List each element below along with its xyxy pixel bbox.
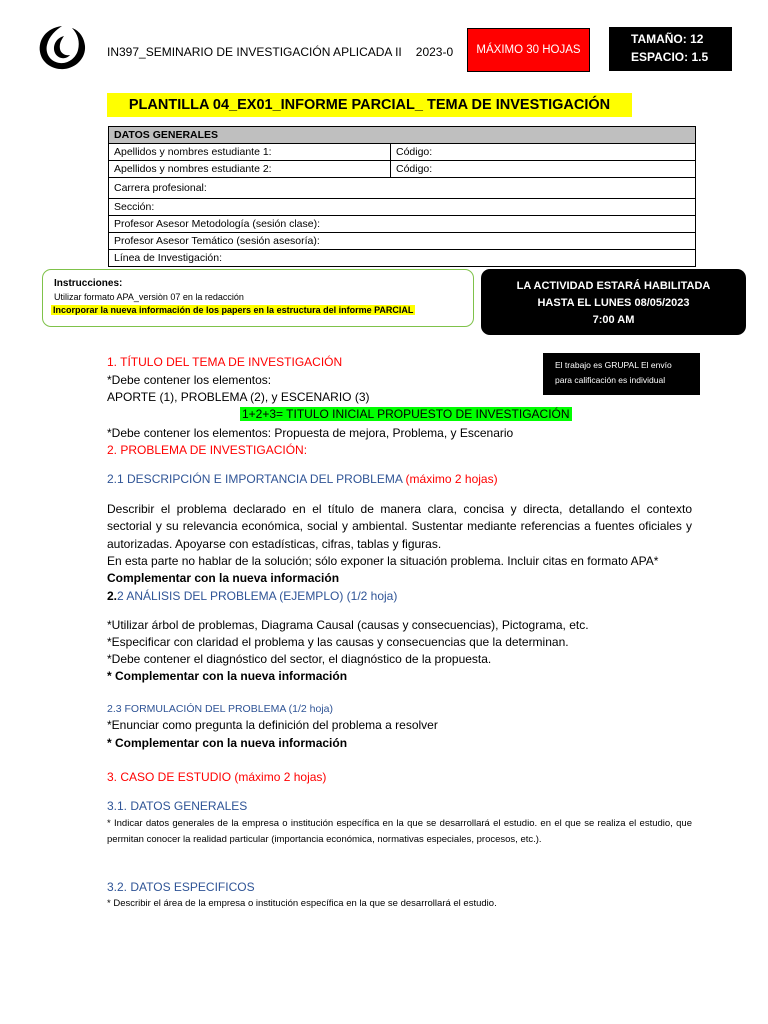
section-3-1-text: * Indicar datos generales de la empresa o institución específica en la que se desarrollará el estudio. en el que se realiza el estudio, que permitan conocer la realidad particular (importancia económica, normativas especiales, procesos, etc.). — [107, 818, 692, 845]
code1-field[interactable]: Código: — [391, 144, 696, 161]
course-label — [107, 45, 453, 59]
section-2-2-number: 2. — [107, 589, 118, 603]
section-3-2-heading: 3.2. DATOS ESPECIFICOS — [107, 880, 255, 894]
section-2-2-complement: * Complementar con la nueva información — [107, 669, 348, 683]
student2-field[interactable]: Apellidos y nombres estudiante 2: — [109, 161, 391, 178]
prof-theme-field[interactable]: Profesor Asesor Temático (sesión asesoría): — [109, 233, 696, 250]
activity-line-2: HASTA EL LUNES 08/05/2023 — [537, 297, 690, 309]
table-row — [109, 178, 696, 199]
activity-deadline-box — [481, 269, 746, 335]
section-1-line: APORTE (1), PROBLEMA (2), y ESCENARIO (3) — [107, 390, 370, 404]
general-data-table — [108, 126, 696, 267]
table-row — [109, 233, 696, 250]
table-row — [109, 144, 696, 161]
section-2-1-paragraph: Describir el problema declarado en el título de manera clara, concisa y directa, detallando el contexto sectorial y su relevancia económica, social y ambiental. Sustentar mediante referencias a fuentes oficiales y autorizadas. Apoyarse con estadísticas, cifras, tablas y figuras. — [107, 502, 692, 551]
prof-method-field[interactable]: Profesor Asesor Metodología (sesión clase): — [109, 216, 696, 233]
instructions-highlight: Incorporar la nueva información de los papers en la estructura del informe PARCIAL — [53, 305, 414, 315]
section-3-1-heading: 3.1. DATOS GENERALES — [107, 799, 248, 813]
section-3-note: (máximo 2 hojas) — [234, 770, 327, 784]
section-3-2-text: * Describir el área de la empresa o institución específica en la que se desarrollará el estudio. — [107, 898, 497, 909]
code2-field[interactable]: Código: — [391, 161, 696, 178]
section-2-2-line: *Utilizar árbol de problemas, Diagrama Causal (causas y consecuencias), Pictograma, etc. — [107, 618, 589, 632]
table-header-row — [109, 127, 696, 144]
activity-line-3: 7:00 AM — [592, 314, 635, 326]
section-2-2-heading: 2 ANÁLISIS DEL PROBLEMA (EJEMPLO) (1/2 hoja) — [117, 589, 398, 603]
spacing-label: ESPACIO: 1.5 — [631, 50, 709, 64]
page-title: PLANTILLA 04_EX01_INFORME PARCIAL_ TEMA DE INVESTIGACIÓN — [107, 93, 632, 117]
max-pages-badge: MÁXIMO 30 HOJAS — [467, 28, 590, 72]
course-year: 2023-0 — [415, 45, 454, 59]
section-2-1-complement: Complementar con la nueva información — [107, 571, 340, 585]
section-2-1-note: (máximo 2 hojas) — [405, 472, 498, 486]
section-2-1-paragraph-2: En esta parte no hablar de la solución; sólo exponer la situación problema. Incluir citas en formato APA* — [107, 554, 659, 568]
section-2-2-line: *Debe contener el diagnóstico del sector, el diagnóstico de la propuesta. — [107, 652, 492, 666]
instructions-line: Utilizar formato APA_versiòn 07 en la redacción — [54, 292, 244, 302]
table-row — [109, 216, 696, 233]
table-header: DATOS GENERALES — [109, 127, 696, 144]
group-note-line-1: El trabajo es GRUPAL El envío — [555, 360, 672, 370]
section-1-line: *Debe contener los elementos: Propuesta de mejora, Problema, y Escenario — [107, 426, 514, 440]
table-row — [109, 199, 696, 216]
activity-line-1: LA ACTIVIDAD ESTARÁ HABILITADA — [516, 280, 711, 292]
section-2-heading: 2. PROBLEMA DE INVESTIGACIÓN: — [107, 443, 308, 457]
section-2-3-heading: 2.3 FORMULACIÓN DEL PROBLEMA (1/2 hoja) — [107, 703, 334, 715]
font-size-label: TAMAÑO: 12 — [631, 32, 704, 46]
section-2-2-line: *Especificar con claridad el problema y las causas y consecuencias que la determinan. — [107, 635, 569, 649]
instructions-heading: Instrucciones: — [54, 278, 123, 289]
research-line-field[interactable]: Línea de Investigación: — [109, 250, 696, 267]
university-logo-icon — [34, 22, 90, 72]
section-3-heading: 3. CASO DE ESTUDIO — [107, 770, 232, 784]
section-field[interactable]: Sección: — [109, 199, 696, 216]
title-formula-highlight: 1+2+3= TITULO INICIAL PROPUESTO DE INVESTIGACIÓN — [242, 407, 570, 421]
format-badge — [609, 27, 732, 71]
career-field[interactable]: Carrera profesional: — [109, 178, 696, 199]
section-2-1-heading: 2.1 DESCRIPCIÓN E IMPORTANCIA DEL PROBLEMA — [107, 472, 403, 486]
student1-field[interactable]: Apellidos y nombres estudiante 1: — [109, 144, 391, 161]
instructions-box — [42, 269, 474, 327]
section-2-3-complement: * Complementar con la nueva información — [107, 736, 348, 750]
group-work-note — [543, 353, 700, 395]
section-1-line: *Debe contener los elementos: — [107, 373, 272, 387]
section-2-3-line: *Enunciar como pregunta la definición del problema a resolver — [107, 718, 438, 732]
group-note-line-2: para calificación es individual — [555, 375, 666, 385]
section-1-heading: 1. TÍTULO DEL TEMA DE INVESTIGACIÓN — [107, 355, 343, 369]
course-name: IN397_SEMINARIO DE INVESTIGACIÓN APLICADA II — [107, 45, 402, 59]
table-row — [109, 161, 696, 178]
table-row — [109, 250, 696, 267]
